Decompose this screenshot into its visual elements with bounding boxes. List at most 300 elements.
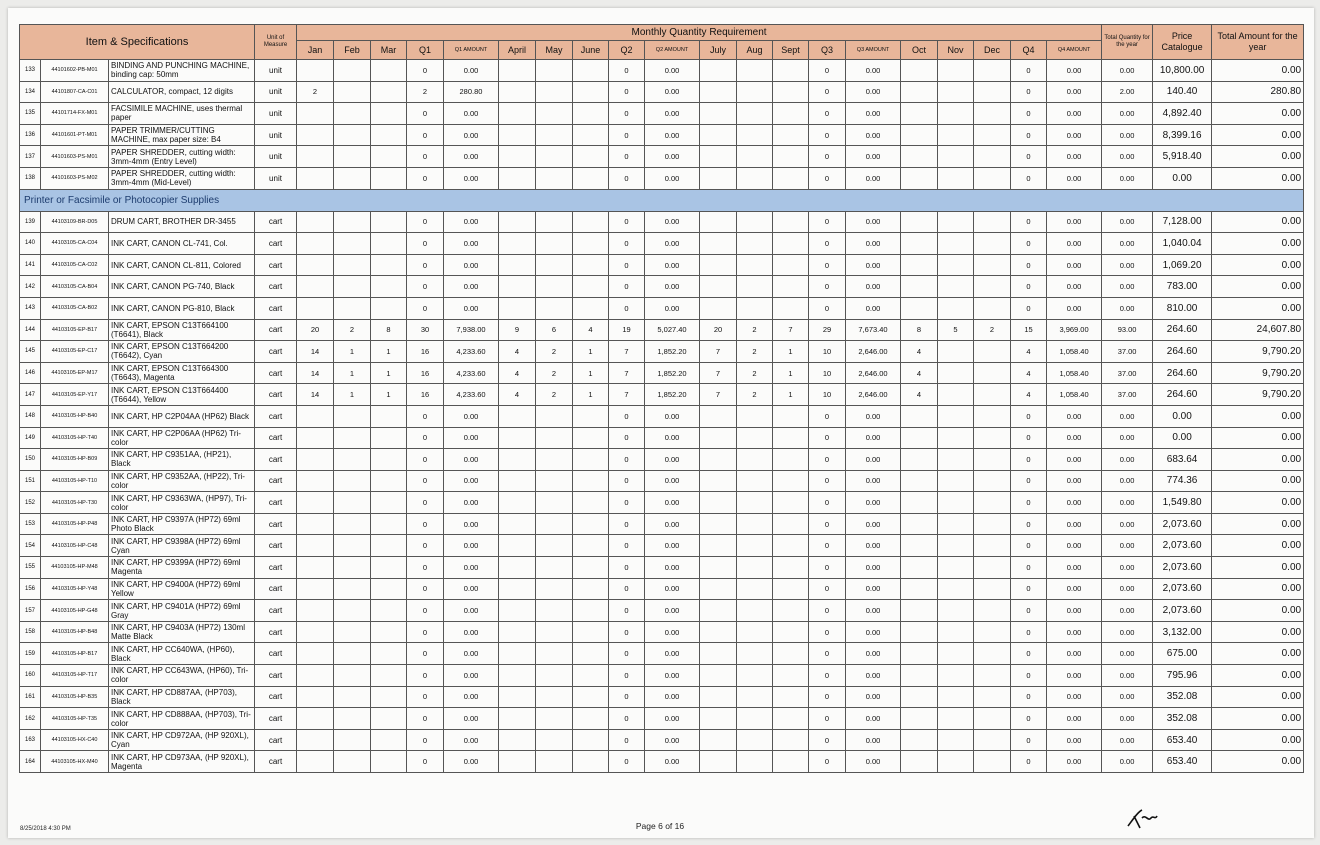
quantity-cell: 0 bbox=[809, 276, 846, 298]
quantity-cell bbox=[938, 643, 974, 665]
item-description: INK CART, CANON PG-740, Black bbox=[109, 276, 255, 298]
item-code: 44103105-HP-B17 bbox=[41, 643, 109, 665]
row-number: 143 bbox=[20, 297, 41, 319]
item-code: 44103105-HP-Y48 bbox=[41, 578, 109, 600]
quantity-cell: 15 bbox=[1011, 319, 1047, 341]
quantity-cell bbox=[371, 686, 407, 708]
quantity-cell bbox=[773, 276, 809, 298]
header-month-3: Q1 bbox=[407, 40, 444, 59]
quantity-cell bbox=[700, 729, 737, 751]
quarter-amount-cell: 0.00 bbox=[444, 600, 499, 622]
quantity-cell bbox=[536, 276, 573, 298]
quantity-cell: 0 bbox=[609, 146, 645, 168]
quantity-cell bbox=[737, 254, 773, 276]
item-code: 44101602-PB-M01 bbox=[41, 60, 109, 82]
header-month-5: April bbox=[499, 40, 536, 59]
quantity-cell bbox=[938, 124, 974, 146]
quantity-cell: 0 bbox=[809, 686, 846, 708]
quantity-cell bbox=[297, 146, 334, 168]
quarter-amount-cell: 0.00 bbox=[846, 708, 901, 730]
quantity-cell bbox=[773, 81, 809, 103]
quarter-amount-cell: 1,058.40 bbox=[1047, 362, 1102, 384]
quantity-cell bbox=[974, 405, 1011, 427]
quantity-cell: 0 bbox=[407, 621, 444, 643]
quantity-cell bbox=[901, 686, 938, 708]
unit-of-measure: cart bbox=[255, 211, 297, 233]
quantity-cell bbox=[974, 708, 1011, 730]
table-row bbox=[20, 167, 1304, 189]
item-code: 44101601-PT-M01 bbox=[41, 124, 109, 146]
quantity-cell: 2 bbox=[536, 384, 573, 406]
quantity-cell bbox=[901, 297, 938, 319]
quantity-cell bbox=[700, 81, 737, 103]
quarter-amount-cell: 0.00 bbox=[846, 729, 901, 751]
quarter-amount-cell: 0.00 bbox=[444, 470, 499, 492]
total-quantity: 37.00 bbox=[1102, 362, 1153, 384]
table-row bbox=[20, 233, 1304, 255]
total-amount: 0.00 bbox=[1212, 297, 1304, 319]
total-quantity: 37.00 bbox=[1102, 341, 1153, 363]
quantity-cell: 1 bbox=[773, 362, 809, 384]
quantity-cell bbox=[573, 146, 609, 168]
quantity-cell: 0 bbox=[809, 427, 846, 449]
quantity-cell: 0 bbox=[407, 513, 444, 535]
total-quantity: 0.00 bbox=[1102, 124, 1153, 146]
quarter-amount-cell: 0.00 bbox=[846, 578, 901, 600]
item-code: 44103105-CA-C04 bbox=[41, 233, 109, 255]
quantity-cell bbox=[974, 167, 1011, 189]
total-quantity: 0.00 bbox=[1102, 233, 1153, 255]
quantity-cell: 0 bbox=[1011, 211, 1047, 233]
quantity-cell: 0 bbox=[809, 254, 846, 276]
quantity-cell bbox=[938, 751, 974, 773]
total-quantity: 0.00 bbox=[1102, 167, 1153, 189]
quantity-cell bbox=[700, 254, 737, 276]
quantity-cell bbox=[371, 146, 407, 168]
quantity-cell bbox=[297, 297, 334, 319]
quantity-cell bbox=[938, 470, 974, 492]
quarter-amount-cell: 0.00 bbox=[645, 686, 700, 708]
total-amount: 0.00 bbox=[1212, 449, 1304, 471]
quantity-cell bbox=[737, 211, 773, 233]
quantity-cell: 7 bbox=[700, 341, 737, 363]
quantity-cell bbox=[297, 621, 334, 643]
quarter-amount-cell: 0.00 bbox=[645, 600, 700, 622]
total-amount: 0.00 bbox=[1212, 600, 1304, 622]
quantity-cell bbox=[901, 708, 938, 730]
quarter-amount-cell: 0.00 bbox=[444, 686, 499, 708]
header-month-19: Q4 AMOUNT bbox=[1047, 40, 1102, 59]
quantity-cell bbox=[901, 643, 938, 665]
quantity-cell: 0 bbox=[809, 233, 846, 255]
unit-of-measure: cart bbox=[255, 665, 297, 687]
quantity-cell: 2 bbox=[297, 81, 334, 103]
quantity-cell bbox=[901, 81, 938, 103]
quantity-cell: 0 bbox=[1011, 686, 1047, 708]
quarter-amount-cell: 0.00 bbox=[1047, 470, 1102, 492]
quantity-cell: 0 bbox=[1011, 103, 1047, 125]
quantity-cell bbox=[297, 470, 334, 492]
total-quantity: 0.00 bbox=[1102, 427, 1153, 449]
quantity-cell bbox=[334, 621, 371, 643]
quantity-cell bbox=[901, 729, 938, 751]
table-row bbox=[20, 405, 1304, 427]
item-description: INK CART, EPSON C13T664100 (T6641), Black bbox=[109, 319, 255, 341]
quantity-cell bbox=[938, 492, 974, 514]
quantity-cell: 0 bbox=[809, 513, 846, 535]
quantity-cell bbox=[901, 557, 938, 579]
quarter-amount-cell: 7,938.00 bbox=[444, 319, 499, 341]
item-code: 44103105-HX-M40 bbox=[41, 751, 109, 773]
quantity-cell bbox=[536, 492, 573, 514]
quantity-cell bbox=[334, 81, 371, 103]
quantity-cell bbox=[737, 751, 773, 773]
quantity-cell bbox=[938, 362, 974, 384]
quantity-cell: 0 bbox=[407, 124, 444, 146]
item-code: 44103105-EP-B17 bbox=[41, 319, 109, 341]
quantity-cell bbox=[536, 211, 573, 233]
table-row bbox=[20, 686, 1304, 708]
quantity-cell: 0 bbox=[609, 578, 645, 600]
quantity-cell: 1 bbox=[334, 362, 371, 384]
quantity-cell bbox=[499, 233, 536, 255]
quantity-cell: 0 bbox=[1011, 449, 1047, 471]
total-quantity: 0.00 bbox=[1102, 470, 1153, 492]
total-amount: 0.00 bbox=[1212, 708, 1304, 730]
quantity-cell: 0 bbox=[1011, 167, 1047, 189]
table-row bbox=[20, 449, 1304, 471]
quantity-cell: 0 bbox=[609, 167, 645, 189]
quarter-amount-cell: 0.00 bbox=[1047, 665, 1102, 687]
quantity-cell: 4 bbox=[499, 341, 536, 363]
table-row bbox=[20, 384, 1304, 406]
table-row bbox=[20, 341, 1304, 363]
quantity-cell: 0 bbox=[407, 708, 444, 730]
price-catalogue: 810.00 bbox=[1153, 297, 1212, 319]
total-amount: 0.00 bbox=[1212, 470, 1304, 492]
quarter-amount-cell: 0.00 bbox=[846, 427, 901, 449]
quantity-cell bbox=[737, 557, 773, 579]
quantity-cell bbox=[297, 276, 334, 298]
quantity-cell: 0 bbox=[809, 60, 846, 82]
table-row bbox=[20, 211, 1304, 233]
price-catalogue: 8,399.16 bbox=[1153, 124, 1212, 146]
item-description: PAPER SHREDDER, cutting width: 3mm-4mm (Entry Level) bbox=[109, 146, 255, 168]
quarter-amount-cell: 0.00 bbox=[846, 60, 901, 82]
item-code: 44101603-PS-M02 bbox=[41, 167, 109, 189]
quantity-cell: 0 bbox=[1011, 276, 1047, 298]
quantity-cell bbox=[297, 686, 334, 708]
quantity-cell: 0 bbox=[1011, 146, 1047, 168]
quantity-cell bbox=[737, 405, 773, 427]
quantity-cell bbox=[700, 146, 737, 168]
header-month-4: Q1 AMOUNT bbox=[444, 40, 499, 59]
quantity-cell bbox=[901, 427, 938, 449]
quarter-amount-cell: 3,969.00 bbox=[1047, 319, 1102, 341]
quantity-cell bbox=[536, 751, 573, 773]
quantity-cell bbox=[974, 384, 1011, 406]
quantity-cell bbox=[700, 621, 737, 643]
quantity-cell bbox=[938, 449, 974, 471]
quantity-cell: 0 bbox=[407, 60, 444, 82]
total-amount: 0.00 bbox=[1212, 124, 1304, 146]
quantity-cell bbox=[938, 621, 974, 643]
quarter-amount-cell: 0.00 bbox=[1047, 686, 1102, 708]
quantity-cell: 1 bbox=[773, 384, 809, 406]
quantity-cell bbox=[901, 449, 938, 471]
quantity-cell bbox=[700, 643, 737, 665]
quarter-amount-cell: 0.00 bbox=[444, 276, 499, 298]
row-number: 150 bbox=[20, 449, 41, 471]
quarter-amount-cell: 0.00 bbox=[1047, 405, 1102, 427]
quarter-amount-cell: 0.00 bbox=[444, 708, 499, 730]
price-catalogue: 774.36 bbox=[1153, 470, 1212, 492]
quantity-cell: 1 bbox=[371, 341, 407, 363]
total-amount: 0.00 bbox=[1212, 427, 1304, 449]
header-monthly-qty: Monthly Quantity Requirement bbox=[297, 25, 1102, 41]
quantity-cell bbox=[773, 449, 809, 471]
item-description: INK CART, EPSON C13T664400 (T6644), Yellow bbox=[109, 384, 255, 406]
quantity-cell bbox=[334, 124, 371, 146]
quantity-cell bbox=[974, 600, 1011, 622]
quantity-cell: 0 bbox=[407, 449, 444, 471]
quantity-cell bbox=[371, 600, 407, 622]
total-amount: 280.80 bbox=[1212, 81, 1304, 103]
quantity-cell bbox=[371, 81, 407, 103]
quarter-amount-cell: 0.00 bbox=[846, 492, 901, 514]
quarter-amount-cell: 0.00 bbox=[1047, 751, 1102, 773]
quantity-cell bbox=[938, 103, 974, 125]
quantity-cell bbox=[297, 535, 334, 557]
quantity-cell bbox=[737, 621, 773, 643]
total-amount: 0.00 bbox=[1212, 578, 1304, 600]
quantity-cell bbox=[499, 254, 536, 276]
quarter-amount-cell: 0.00 bbox=[645, 513, 700, 535]
quarter-amount-cell: 0.00 bbox=[1047, 535, 1102, 557]
quantity-cell bbox=[297, 578, 334, 600]
row-number: 142 bbox=[20, 276, 41, 298]
quarter-amount-cell: 5,027.40 bbox=[645, 319, 700, 341]
header-month-6: May bbox=[536, 40, 573, 59]
quarter-amount-cell: 0.00 bbox=[1047, 60, 1102, 82]
quantity-cell bbox=[371, 729, 407, 751]
quarter-amount-cell: 4,233.60 bbox=[444, 341, 499, 363]
unit-of-measure: cart bbox=[255, 233, 297, 255]
quantity-cell bbox=[297, 103, 334, 125]
table-row bbox=[20, 621, 1304, 643]
quantity-cell bbox=[901, 535, 938, 557]
quantity-cell: 0 bbox=[809, 449, 846, 471]
row-number: 135 bbox=[20, 103, 41, 125]
quantity-cell: 0 bbox=[1011, 513, 1047, 535]
item-description: INK CART, EPSON C13T664300 (T6643), Magenta bbox=[109, 362, 255, 384]
quantity-cell bbox=[773, 513, 809, 535]
quantity-cell bbox=[974, 513, 1011, 535]
quantity-cell bbox=[974, 449, 1011, 471]
quarter-amount-cell: 0.00 bbox=[1047, 276, 1102, 298]
quantity-cell bbox=[573, 427, 609, 449]
quarter-amount-cell: 0.00 bbox=[645, 297, 700, 319]
quantity-cell bbox=[938, 60, 974, 82]
quantity-cell bbox=[737, 167, 773, 189]
quantity-cell bbox=[334, 103, 371, 125]
table-row bbox=[20, 297, 1304, 319]
quantity-cell bbox=[371, 103, 407, 125]
item-description: FACSIMILE MACHINE, uses thermal paper bbox=[109, 103, 255, 125]
quantity-cell bbox=[938, 254, 974, 276]
quantity-cell bbox=[499, 535, 536, 557]
quantity-cell: 7 bbox=[700, 384, 737, 406]
quantity-cell bbox=[573, 167, 609, 189]
quantity-cell bbox=[737, 492, 773, 514]
quantity-cell bbox=[536, 427, 573, 449]
quarter-amount-cell: 0.00 bbox=[645, 492, 700, 514]
quarter-amount-cell: 0.00 bbox=[645, 124, 700, 146]
quantity-cell bbox=[773, 427, 809, 449]
quantity-cell: 0 bbox=[1011, 621, 1047, 643]
quarter-amount-cell: 0.00 bbox=[444, 729, 499, 751]
quarter-amount-cell: 0.00 bbox=[444, 405, 499, 427]
quantity-cell: 0 bbox=[809, 405, 846, 427]
quarter-amount-cell: 0.00 bbox=[444, 427, 499, 449]
row-number: 146 bbox=[20, 362, 41, 384]
quantity-cell bbox=[901, 254, 938, 276]
quantity-cell: 0 bbox=[609, 449, 645, 471]
quantity-cell: 1 bbox=[573, 384, 609, 406]
quantity-cell bbox=[573, 643, 609, 665]
quantity-cell bbox=[901, 751, 938, 773]
total-quantity: 0.00 bbox=[1102, 297, 1153, 319]
price-catalogue: 7,128.00 bbox=[1153, 211, 1212, 233]
quantity-cell bbox=[499, 103, 536, 125]
quantity-cell: 8 bbox=[371, 319, 407, 341]
quantity-cell bbox=[700, 578, 737, 600]
unit-of-measure: unit bbox=[255, 81, 297, 103]
quantity-cell bbox=[700, 405, 737, 427]
header-price-catalogue: Price Catalogue bbox=[1153, 25, 1212, 60]
quantity-cell bbox=[773, 211, 809, 233]
quantity-cell bbox=[974, 211, 1011, 233]
print-timestamp: 8/25/2018 4:30 PM bbox=[20, 826, 71, 832]
quantity-cell bbox=[974, 362, 1011, 384]
header-month-16: Nov bbox=[938, 40, 974, 59]
quantity-cell bbox=[334, 60, 371, 82]
item-code: 44103105-HP-T30 bbox=[41, 492, 109, 514]
quantity-cell bbox=[499, 167, 536, 189]
quantity-cell: 0 bbox=[609, 297, 645, 319]
item-code: 44103105-HP-C48 bbox=[41, 535, 109, 557]
quantity-cell bbox=[536, 146, 573, 168]
quantity-cell bbox=[700, 449, 737, 471]
quarter-amount-cell: 0.00 bbox=[444, 449, 499, 471]
quarter-amount-cell: 0.00 bbox=[645, 60, 700, 82]
table-row bbox=[20, 427, 1304, 449]
quantity-cell bbox=[334, 535, 371, 557]
total-amount: 0.00 bbox=[1212, 643, 1304, 665]
quantity-cell bbox=[901, 146, 938, 168]
item-code: 44103109-BR-D05 bbox=[41, 211, 109, 233]
quantity-cell: 0 bbox=[809, 103, 846, 125]
quantity-cell bbox=[334, 449, 371, 471]
total-amount: 0.00 bbox=[1212, 167, 1304, 189]
row-number: 133 bbox=[20, 60, 41, 82]
header-month-12: Sept bbox=[773, 40, 809, 59]
item-description: BINDING AND PUNCHING MACHINE, binding cap: 50mm bbox=[109, 60, 255, 82]
table-row bbox=[20, 708, 1304, 730]
quantity-cell bbox=[700, 600, 737, 622]
quantity-cell bbox=[536, 600, 573, 622]
quantity-cell bbox=[938, 686, 974, 708]
quantity-cell bbox=[737, 729, 773, 751]
quantity-cell bbox=[573, 211, 609, 233]
total-quantity: 0.00 bbox=[1102, 600, 1153, 622]
item-description: INK CART, HP CD887AA, (HP703), Black bbox=[109, 686, 255, 708]
quantity-cell: 1 bbox=[371, 362, 407, 384]
quantity-cell: 0 bbox=[1011, 405, 1047, 427]
price-catalogue: 264.60 bbox=[1153, 362, 1212, 384]
row-number: 140 bbox=[20, 233, 41, 255]
quantity-cell bbox=[334, 513, 371, 535]
quarter-amount-cell: 0.00 bbox=[444, 254, 499, 276]
quantity-cell bbox=[938, 167, 974, 189]
quantity-cell: 10 bbox=[809, 384, 846, 406]
total-quantity: 0.00 bbox=[1102, 513, 1153, 535]
quantity-cell bbox=[938, 233, 974, 255]
quantity-cell bbox=[573, 751, 609, 773]
quantity-cell bbox=[334, 146, 371, 168]
quantity-cell bbox=[737, 297, 773, 319]
quantity-cell bbox=[536, 297, 573, 319]
quantity-cell: 7 bbox=[609, 384, 645, 406]
unit-of-measure: cart bbox=[255, 427, 297, 449]
quantity-cell bbox=[499, 146, 536, 168]
item-description: INK CART, CANON CL-741, Col. bbox=[109, 233, 255, 255]
quantity-cell: 7 bbox=[609, 341, 645, 363]
row-number: 160 bbox=[20, 665, 41, 687]
row-number: 138 bbox=[20, 167, 41, 189]
quantity-cell bbox=[974, 146, 1011, 168]
unit-of-measure: cart bbox=[255, 729, 297, 751]
quantity-cell: 0 bbox=[1011, 600, 1047, 622]
row-number: 158 bbox=[20, 621, 41, 643]
quantity-cell: 0 bbox=[809, 146, 846, 168]
item-code: 44103105-HP-B40 bbox=[41, 405, 109, 427]
quantity-cell bbox=[773, 578, 809, 600]
item-description: INK CART, HP C9400A (HP72) 69ml Yellow bbox=[109, 578, 255, 600]
quantity-cell bbox=[737, 449, 773, 471]
quantity-cell bbox=[700, 686, 737, 708]
quantity-cell bbox=[938, 211, 974, 233]
quantity-cell bbox=[536, 665, 573, 687]
page-number: Page 6 of 16 bbox=[635, 821, 685, 831]
total-amount: 0.00 bbox=[1212, 492, 1304, 514]
quantity-cell bbox=[371, 557, 407, 579]
unit-of-measure: cart bbox=[255, 578, 297, 600]
quantity-cell bbox=[297, 665, 334, 687]
quantity-cell bbox=[700, 708, 737, 730]
quantity-cell bbox=[536, 124, 573, 146]
table-row bbox=[20, 557, 1304, 579]
quantity-cell bbox=[499, 405, 536, 427]
item-description: INK CART, HP C9351AA, (HP21), Black bbox=[109, 449, 255, 471]
table-row bbox=[20, 81, 1304, 103]
quantity-cell bbox=[297, 513, 334, 535]
total-quantity: 0.00 bbox=[1102, 751, 1153, 773]
unit-of-measure: cart bbox=[255, 362, 297, 384]
quantity-cell: 0 bbox=[809, 665, 846, 687]
unit-of-measure: cart bbox=[255, 276, 297, 298]
quarter-amount-cell: 0.00 bbox=[1047, 233, 1102, 255]
